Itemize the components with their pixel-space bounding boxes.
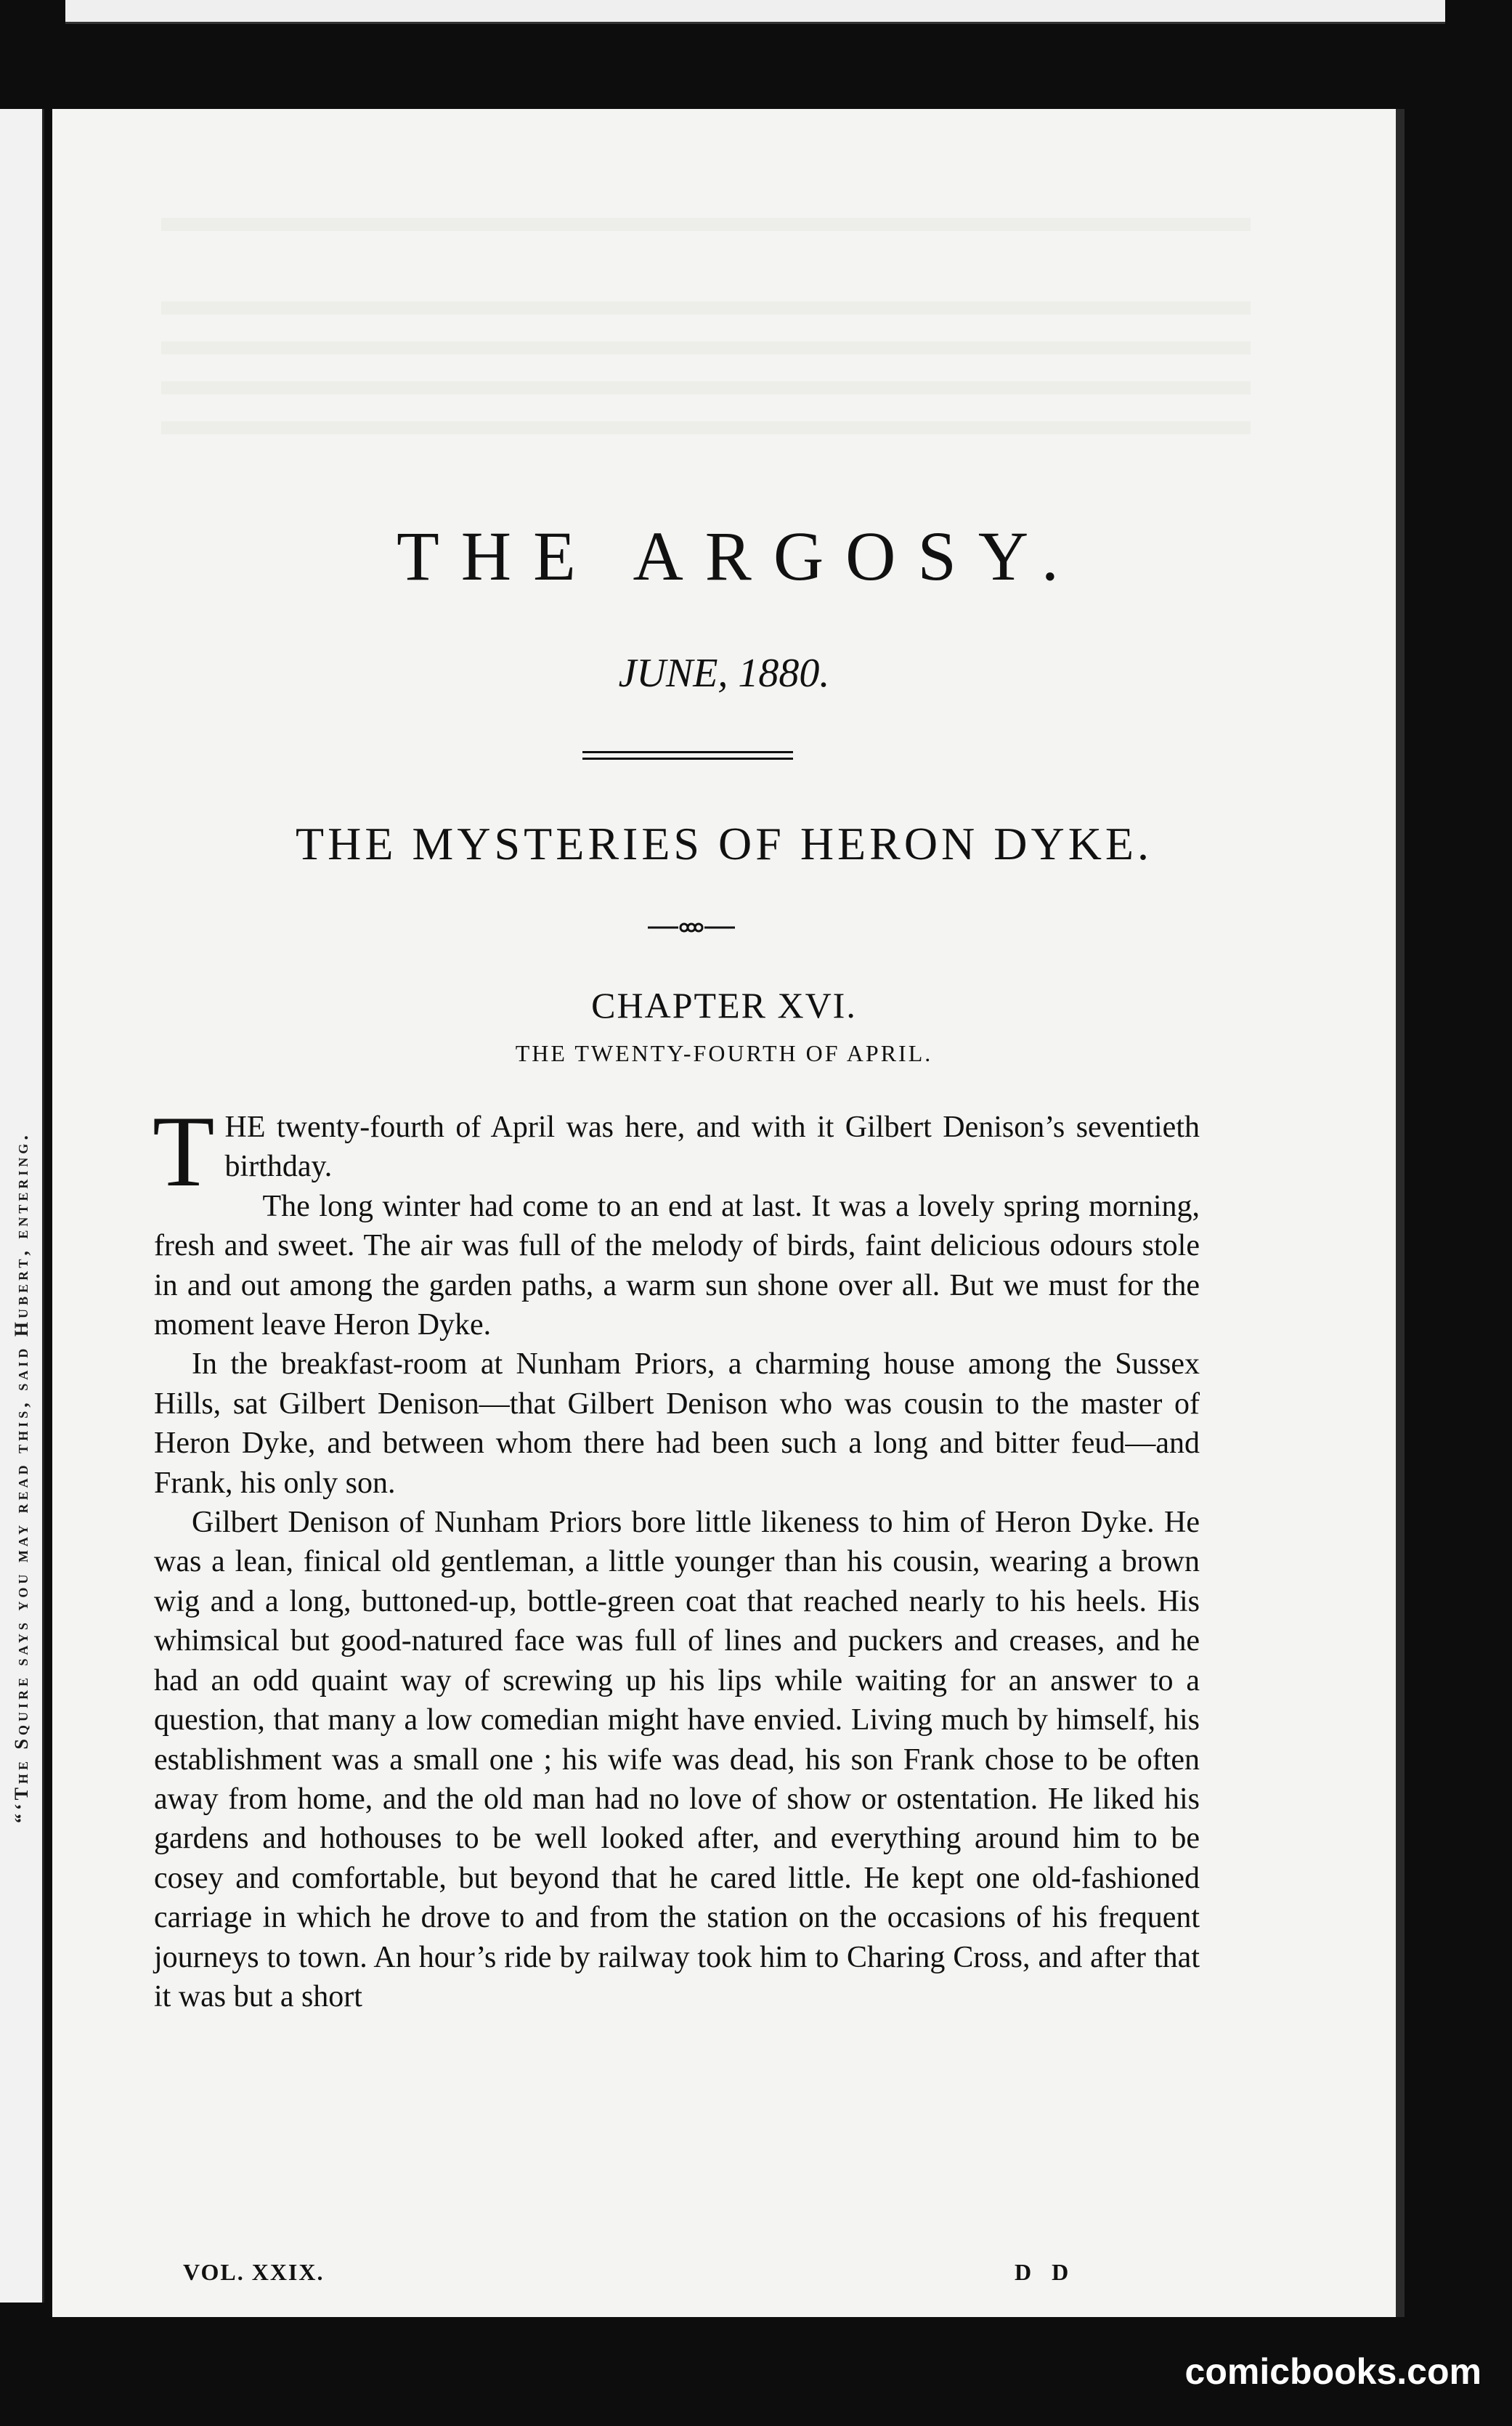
previous-page-edge bbox=[65, 0, 1445, 24]
paragraph: The long winter had come to an end at last. It was a lovely spring morning, fresh and sweet. The air was full of the melody of birds, faint delicious odours stole in and out among the garden paths, a warm sun shone over all. But we must for the moment leave Heron Dyke. bbox=[154, 1189, 1200, 1342]
magazine-page bbox=[52, 109, 1396, 2317]
paragraph bbox=[153, 1095, 1200, 1208]
watermark: comicbooks.com bbox=[1184, 2351, 1481, 2392]
magazine-title: THE ARGOSY. bbox=[397, 517, 1081, 595]
chapter-subtitle: THE TWENTY-FOURTH OF APRIL. bbox=[515, 1040, 933, 1066]
ornament-divider bbox=[648, 917, 735, 938]
volume-number: VOL. XXIX. bbox=[183, 2259, 325, 2285]
issue-date: JUNE, 1880. bbox=[618, 651, 830, 696]
article-body bbox=[153, 1095, 1200, 2016]
paragraph: Gilbert Denison of Nunham Priors bore little likeness to him of Heron Dyke. He was a lean, finical old gentleman, a little younger than his cousin, wearing a brown wig and a long, buttoned-up, bottle-green coat that reached nearly to his heels. His whimsical but good-natured face was full of lines and puckers and creases, and he had an odd quaint way of screwing up his lips while waiting for an answer to a question, that many a low comedian might have envied. Living much by himself, his establishment was a small one ; his wife was dead, his son Frank chose to be often away from home, and the old man had no love of show or ostentation. He liked his gardens and hothouses to be well looked after, and everything around him to be cosey and comfortable, but beyond that he cared little. He kept one old-fashioned carriage in which he drove to and from the station on the occasions of his frequent journeys to town. An hour’s ride by railway took him to Charing Cross, and after that it was but a short bbox=[154, 1506, 1200, 2013]
show-through-line bbox=[161, 421, 1251, 434]
show-through-line bbox=[161, 218, 1251, 231]
double-rule-divider bbox=[582, 751, 793, 760]
story-title: THE MYSTERIES OF HERON DYKE. bbox=[296, 818, 1153, 869]
show-through-line bbox=[161, 381, 1251, 394]
paragraph: In the breakfast-room at Nunham Priors, a charming house among the Sussex Hills, sat Gilbert Denison—that Gilbert Denison who was cousin to the master of Heron Dyke, and between whom there had been such a long and bitter feud—and Frank, his only son. bbox=[154, 1347, 1200, 1500]
spine-caption: “‘The Squire says you may read this, said Hubert, entering. bbox=[11, 1132, 32, 1823]
drop-cap: T bbox=[153, 1095, 215, 1208]
facing-page-strip bbox=[0, 109, 44, 2303]
signature-mark: D D bbox=[1015, 2259, 1076, 2285]
page-right-edge bbox=[1396, 109, 1405, 2317]
chapter-heading: CHAPTER XVI. bbox=[591, 985, 857, 1026]
paragraph-text: HE twenty-fourth of April was here, and with it Gilbert Denison’s seventieth birthday. bbox=[224, 1111, 1200, 1184]
show-through-line bbox=[161, 301, 1251, 315]
show-through-line bbox=[161, 341, 1251, 354]
